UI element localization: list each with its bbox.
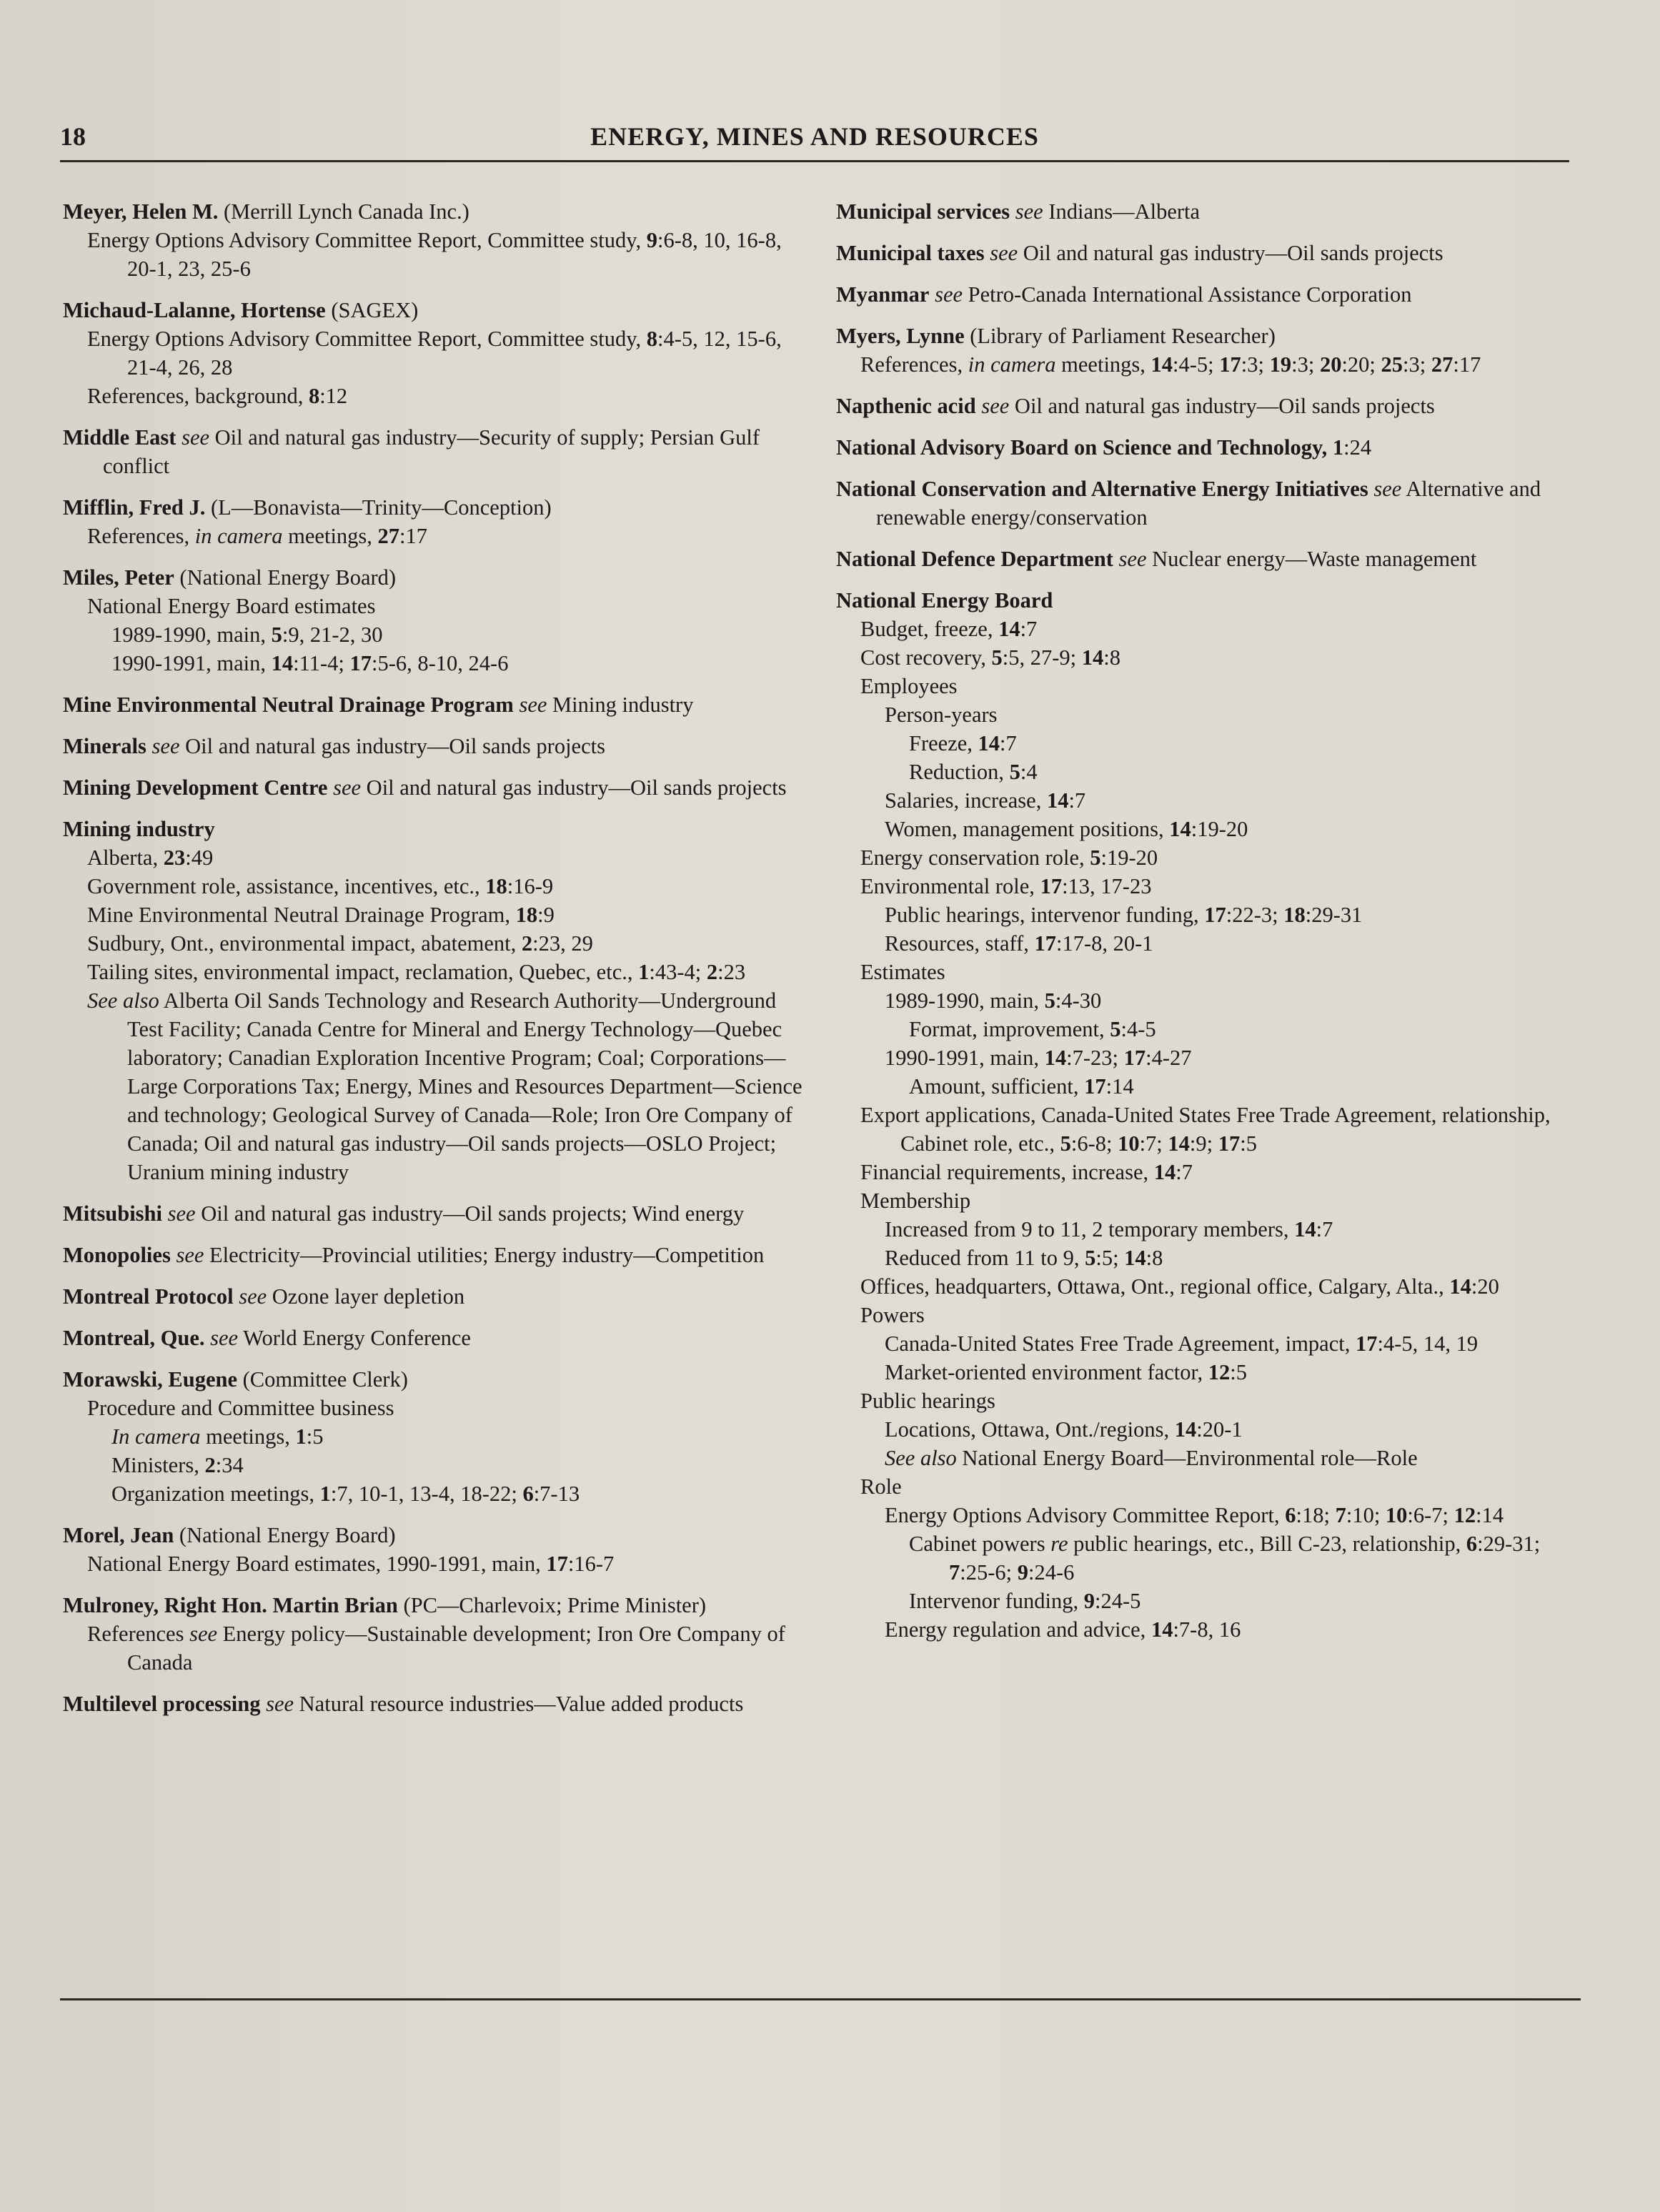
index-entry: [63, 1690, 806, 1718]
index-entry: [63, 563, 806, 678]
index-heading-detail: (L—Bonavista—Trinity—Conception): [205, 495, 552, 520]
index-subentry: In camera meetings, 1:5: [111, 1424, 324, 1449]
index-subentry: Employees: [860, 674, 958, 698]
index-heading: [63, 732, 806, 760]
index-subentry: Environmental role, 17:13, 17-23: [860, 874, 1152, 898]
index-entry: [63, 1591, 806, 1677]
index-entry: [63, 1324, 806, 1352]
index-heading: [836, 392, 1558, 420]
index-term: Municipal services: [836, 199, 1010, 224]
index-entry: [836, 586, 1558, 1644]
index-heading-detail: see Oil and natural gas industry—Oil sands projects: [151, 734, 605, 758]
index-subentry: Reduced from 11 to 9, 5:5; 14:8: [885, 1246, 1163, 1270]
footer-rule: [60, 1998, 1581, 2000]
index-heading-detail: see Oil and natural gas industry—Oil sands projects: [981, 394, 1435, 418]
index-heading: [836, 197, 1558, 226]
index-entry: [836, 475, 1558, 532]
index-subentry: Membership: [860, 1189, 971, 1213]
index-entry: [836, 197, 1558, 226]
index-heading: [63, 296, 806, 324]
index-heading-detail: see Oil and natural gas industry—Security of supply; Persian Gulf conflict: [103, 425, 760, 478]
index-entry: [63, 493, 806, 550]
index-entry: [836, 280, 1558, 309]
index-heading-detail: (National Energy Board): [174, 1523, 396, 1547]
index-subentry: Role: [860, 1474, 902, 1499]
index-heading: [63, 690, 806, 719]
index-column-right: [836, 197, 1558, 1657]
index-heading-detail: (Library of Parliament Researcher): [964, 324, 1276, 348]
index-subentry: Financial requirements, increase, 14:7: [860, 1160, 1193, 1184]
page-number: 18: [60, 122, 86, 151]
index-subentry: Procedure and Committee business: [87, 1396, 394, 1420]
index-term: Minerals: [63, 734, 146, 758]
index-heading: [63, 1591, 806, 1620]
index-subentry: Salaries, increase, 14:7: [885, 788, 1086, 813]
index-subentry: Sudbury, Ont., environmental impact, abatement, 2:23, 29: [87, 931, 593, 956]
index-term: National Energy Board: [836, 588, 1053, 612]
index-heading-detail: see Oil and natural gas industry—Oil sands projects: [990, 241, 1443, 265]
index-term: Morel, Jean: [63, 1523, 174, 1547]
index-heading: [836, 239, 1558, 267]
index-heading-detail: see Indians—Alberta: [1015, 199, 1201, 224]
index-heading: [63, 423, 806, 480]
index-subentry: Tailing sites, environmental impact, reclamation, Quebec, etc., 1:43-4; 2:23: [87, 960, 746, 984]
index-heading: [63, 1199, 806, 1228]
index-subentry: Locations, Ottawa, Ont./regions, 14:20-1: [885, 1417, 1243, 1442]
index-term: Mining Development Centre: [63, 775, 328, 800]
index-subentry: Women, management positions, 14:19-20: [885, 817, 1248, 841]
index-term: Michaud-Lalanne, Hortense: [63, 298, 326, 322]
index-entry: [63, 1365, 806, 1508]
index-entry: [63, 197, 806, 283]
index-term: Myanmar: [836, 282, 930, 307]
index-heading: [63, 493, 806, 522]
index-heading: [63, 815, 806, 843]
index-heading: [836, 433, 1558, 462]
index-heading: [63, 1521, 806, 1549]
index-subentry: See also National Energy Board—Environmental role—Role: [885, 1446, 1418, 1470]
index-term: Middle East: [63, 425, 177, 450]
index-heading: [63, 563, 806, 592]
index-subentry: National Energy Board estimates: [87, 594, 376, 618]
index-subentry: 1989-1990, main, 5:9, 21-2, 30: [111, 623, 383, 647]
index-heading: [836, 586, 1558, 615]
index-entry: [63, 690, 806, 719]
index-term: Mulroney, Right Hon. Martin Brian: [63, 1593, 398, 1617]
index-subentry: Cabinet powers re public hearings, etc., Bill C-23, relationship, 6:29-31; 7:25-6; 9:24-6: [909, 1532, 1541, 1584]
index-term: Mifflin, Fred J.: [63, 495, 206, 520]
index-heading: [836, 475, 1558, 532]
index-heading: [63, 1690, 806, 1718]
index-entry: [836, 239, 1558, 267]
index-subentry: Freeze, 14:7: [909, 731, 1017, 755]
index-entry: [836, 433, 1558, 462]
index-heading-detail: see Electricity—Provincial utilities; Energy industry—Competition: [176, 1243, 765, 1267]
index-heading-detail: see Alternative and renewable energy/conservation: [876, 477, 1541, 530]
index-heading: [63, 1324, 806, 1352]
index-entry: [63, 296, 806, 410]
index-entry: [836, 392, 1558, 420]
index-subentry: Estimates: [860, 960, 945, 984]
index-heading-detail: (Committee Clerk): [237, 1367, 408, 1392]
index-subentry: Energy Options Advisory Committee Report, Committee study, 8:4-5, 12, 15-6, 21-4, 26, 28: [87, 327, 782, 380]
index-subentry: Person-years: [885, 703, 998, 727]
index-subentry: 1990-1991, main, 14:11-4; 17:5-6, 8-10, 24-6: [111, 651, 509, 675]
index-heading: [836, 322, 1558, 350]
index-entry: [836, 545, 1558, 573]
index-subentry: National Energy Board estimates, 1990-1991, main, 17:16-7: [87, 1552, 615, 1576]
index-subentry: Reduction, 5:4: [909, 760, 1038, 784]
index-entry: [63, 732, 806, 760]
index-subentry: Increased from 9 to 11, 2 temporary members, 14:7: [885, 1217, 1333, 1241]
index-entry: [63, 1282, 806, 1311]
index-term: Montreal, Que.: [63, 1326, 205, 1350]
index-entry: [836, 322, 1558, 379]
index-heading-detail: see Natural resource industries—Value added products: [266, 1692, 744, 1716]
index-subentry: References see Energy policy—Sustainable development; Iron Ore Company of Canada: [87, 1622, 785, 1675]
index-subentry: Energy Options Advisory Committee Report, Committee study, 9:6-8, 10, 16-8, 20-1, 23, 25-6: [87, 228, 782, 281]
index-heading-detail: (National Energy Board): [174, 565, 397, 590]
index-heading-detail: see Nuclear energy—Waste management: [1118, 547, 1477, 571]
index-heading: [836, 280, 1558, 309]
index-term: Municipal taxes: [836, 241, 985, 265]
index-subentry: Offices, headquarters, Ottawa, Ont., regional office, Calgary, Alta., 14:20: [860, 1274, 1499, 1299]
index-subentry: Export applications, Canada-United States Free Trade Agreement, relationship, Cabinet role, etc., 5:6-8; 10:7; 14:9; 17:5: [860, 1103, 1551, 1156]
index-heading: [63, 773, 806, 802]
index-term: Mining industry: [63, 817, 215, 841]
index-heading: [836, 545, 1558, 573]
index-subentry: Alberta, 23:49: [87, 845, 214, 870]
index-heading-detail: see Oil and natural gas industry—Oil sands projects; Wind energy: [167, 1201, 745, 1226]
index-subentry: Ministers, 2:34: [111, 1453, 244, 1477]
index-heading-detail: see Ozone layer depletion: [239, 1284, 465, 1309]
index-subentry: Government role, assistance, incentives, etc., 18:16-9: [87, 874, 554, 898]
index-subentry: Public hearings, intervenor funding, 17:22-3; 18:29-31: [885, 903, 1363, 927]
index-heading-detail: see Oil and natural gas industry—Oil sands projects: [333, 775, 787, 800]
index-subentry: References, in camera meetings, 27:17: [87, 524, 428, 548]
index-term: Monopolies: [63, 1243, 171, 1267]
index-heading-detail: (PC—Charlevoix; Prime Minister): [397, 1593, 707, 1617]
index-term: Morawski, Eugene: [63, 1367, 237, 1392]
index-term: National Conservation and Alternative Energy Initiatives: [836, 477, 1368, 501]
index-entry: [63, 815, 806, 1186]
index-subentry: Powers: [860, 1303, 925, 1327]
index-subentry: References, background, 8:12: [87, 384, 348, 408]
index-subentry: Public hearings: [860, 1389, 995, 1413]
index-entry: [63, 1241, 806, 1269]
page-header: [60, 121, 1569, 164]
index-term: Multilevel processing: [63, 1692, 261, 1716]
index-subentry: Intervenor funding, 9:24-5: [909, 1589, 1141, 1613]
index-heading-detail: (SAGEX): [325, 298, 419, 322]
index-heading: [63, 1282, 806, 1311]
index-column-left: [63, 197, 806, 1731]
index-subentry: Mine Environmental Neutral Drainage Program, 18:9: [87, 903, 555, 927]
index-term: National Defence Department: [836, 547, 1113, 571]
index-heading-detail: see World Energy Conference: [210, 1326, 471, 1350]
index-subentry: 1989-1990, main, 5:4-30: [885, 988, 1102, 1013]
index-subentry: Format, improvement, 5:4-5: [909, 1017, 1156, 1041]
index-heading-detail: 1:24: [1332, 435, 1372, 460]
index-subentry: Cost recovery, 5:5, 27-9; 14:8: [860, 645, 1120, 670]
index-subentry: Energy conservation role, 5:19-20: [860, 845, 1158, 870]
index-heading-detail: see Mining industry: [519, 693, 694, 717]
index-term: National Advisory Board on Science and Technology,: [836, 435, 1328, 460]
index-subentry: Market-oriented environment factor, 12:5: [885, 1360, 1247, 1384]
index-term: Mine Environmental Neutral Drainage Program: [63, 693, 514, 717]
index-heading-detail: (Merrill Lynch Canada Inc.): [218, 199, 469, 224]
index-heading-detail: see Petro-Canada International Assistance Corporation: [935, 282, 1412, 307]
header-rule: [60, 160, 1569, 162]
index-entry: [63, 423, 806, 480]
index-heading: [63, 1365, 806, 1394]
index-subentry: Canada-United States Free Trade Agreement, impact, 17:4-5, 14, 19: [885, 1331, 1478, 1356]
index-term: Mitsubishi: [63, 1201, 162, 1226]
index-entry: [63, 1199, 806, 1228]
running-head: ENERGY, MINES AND RESOURCES: [590, 122, 1039, 151]
index-subentry: Budget, freeze, 14:7: [860, 617, 1038, 641]
index-term: Napthenic acid: [836, 394, 976, 418]
index-heading: [63, 1241, 806, 1269]
index-subentry: Amount, sufficient, 17:14: [909, 1074, 1134, 1098]
index-term: Myers, Lynne: [836, 324, 965, 348]
index-term: Miles, Peter: [63, 565, 174, 590]
index-entry: [63, 773, 806, 802]
index-term: Montreal Protocol: [63, 1284, 234, 1309]
index-heading: [63, 197, 806, 226]
index-term: Meyer, Helen M.: [63, 199, 219, 224]
index-subentry: Organization meetings, 1:7, 10-1, 13-4, 18-22; 6:7-13: [111, 1482, 580, 1506]
index-subentry: References, in camera meetings, 14:4-5; 17:3; 19:3; 20:20; 25:3; 27:17: [860, 352, 1481, 377]
index-subentry: See also Alberta Oil Sands Technology and Research Authority—Underground Test Facility; Canada Centre for Mineral and Energy Technology—Quebec laboratory; Canadian Exploration Incentive Program; Coal; Corporations—Large Corporations Tax; Energy, Mines and Resources Department—Science and technology; Geological Survey of Canada—Role; Iron Ore Company of Canada; Oil and natural gas industry—Oil sands projects—OSLO Project; Uranium mining industry: [87, 988, 802, 1184]
index-subentry: Energy regulation and advice, 14:7-8, 16: [885, 1617, 1241, 1642]
index-subentry: Energy Options Advisory Committee Report, 6:18; 7:10; 10:6-7; 12:14: [885, 1503, 1504, 1527]
index-entry: [63, 1521, 806, 1578]
index-subentry: Resources, staff, 17:17-8, 20-1: [885, 931, 1153, 956]
index-subentry: 1990-1991, main, 14:7-23; 17:4-27: [885, 1046, 1192, 1070]
